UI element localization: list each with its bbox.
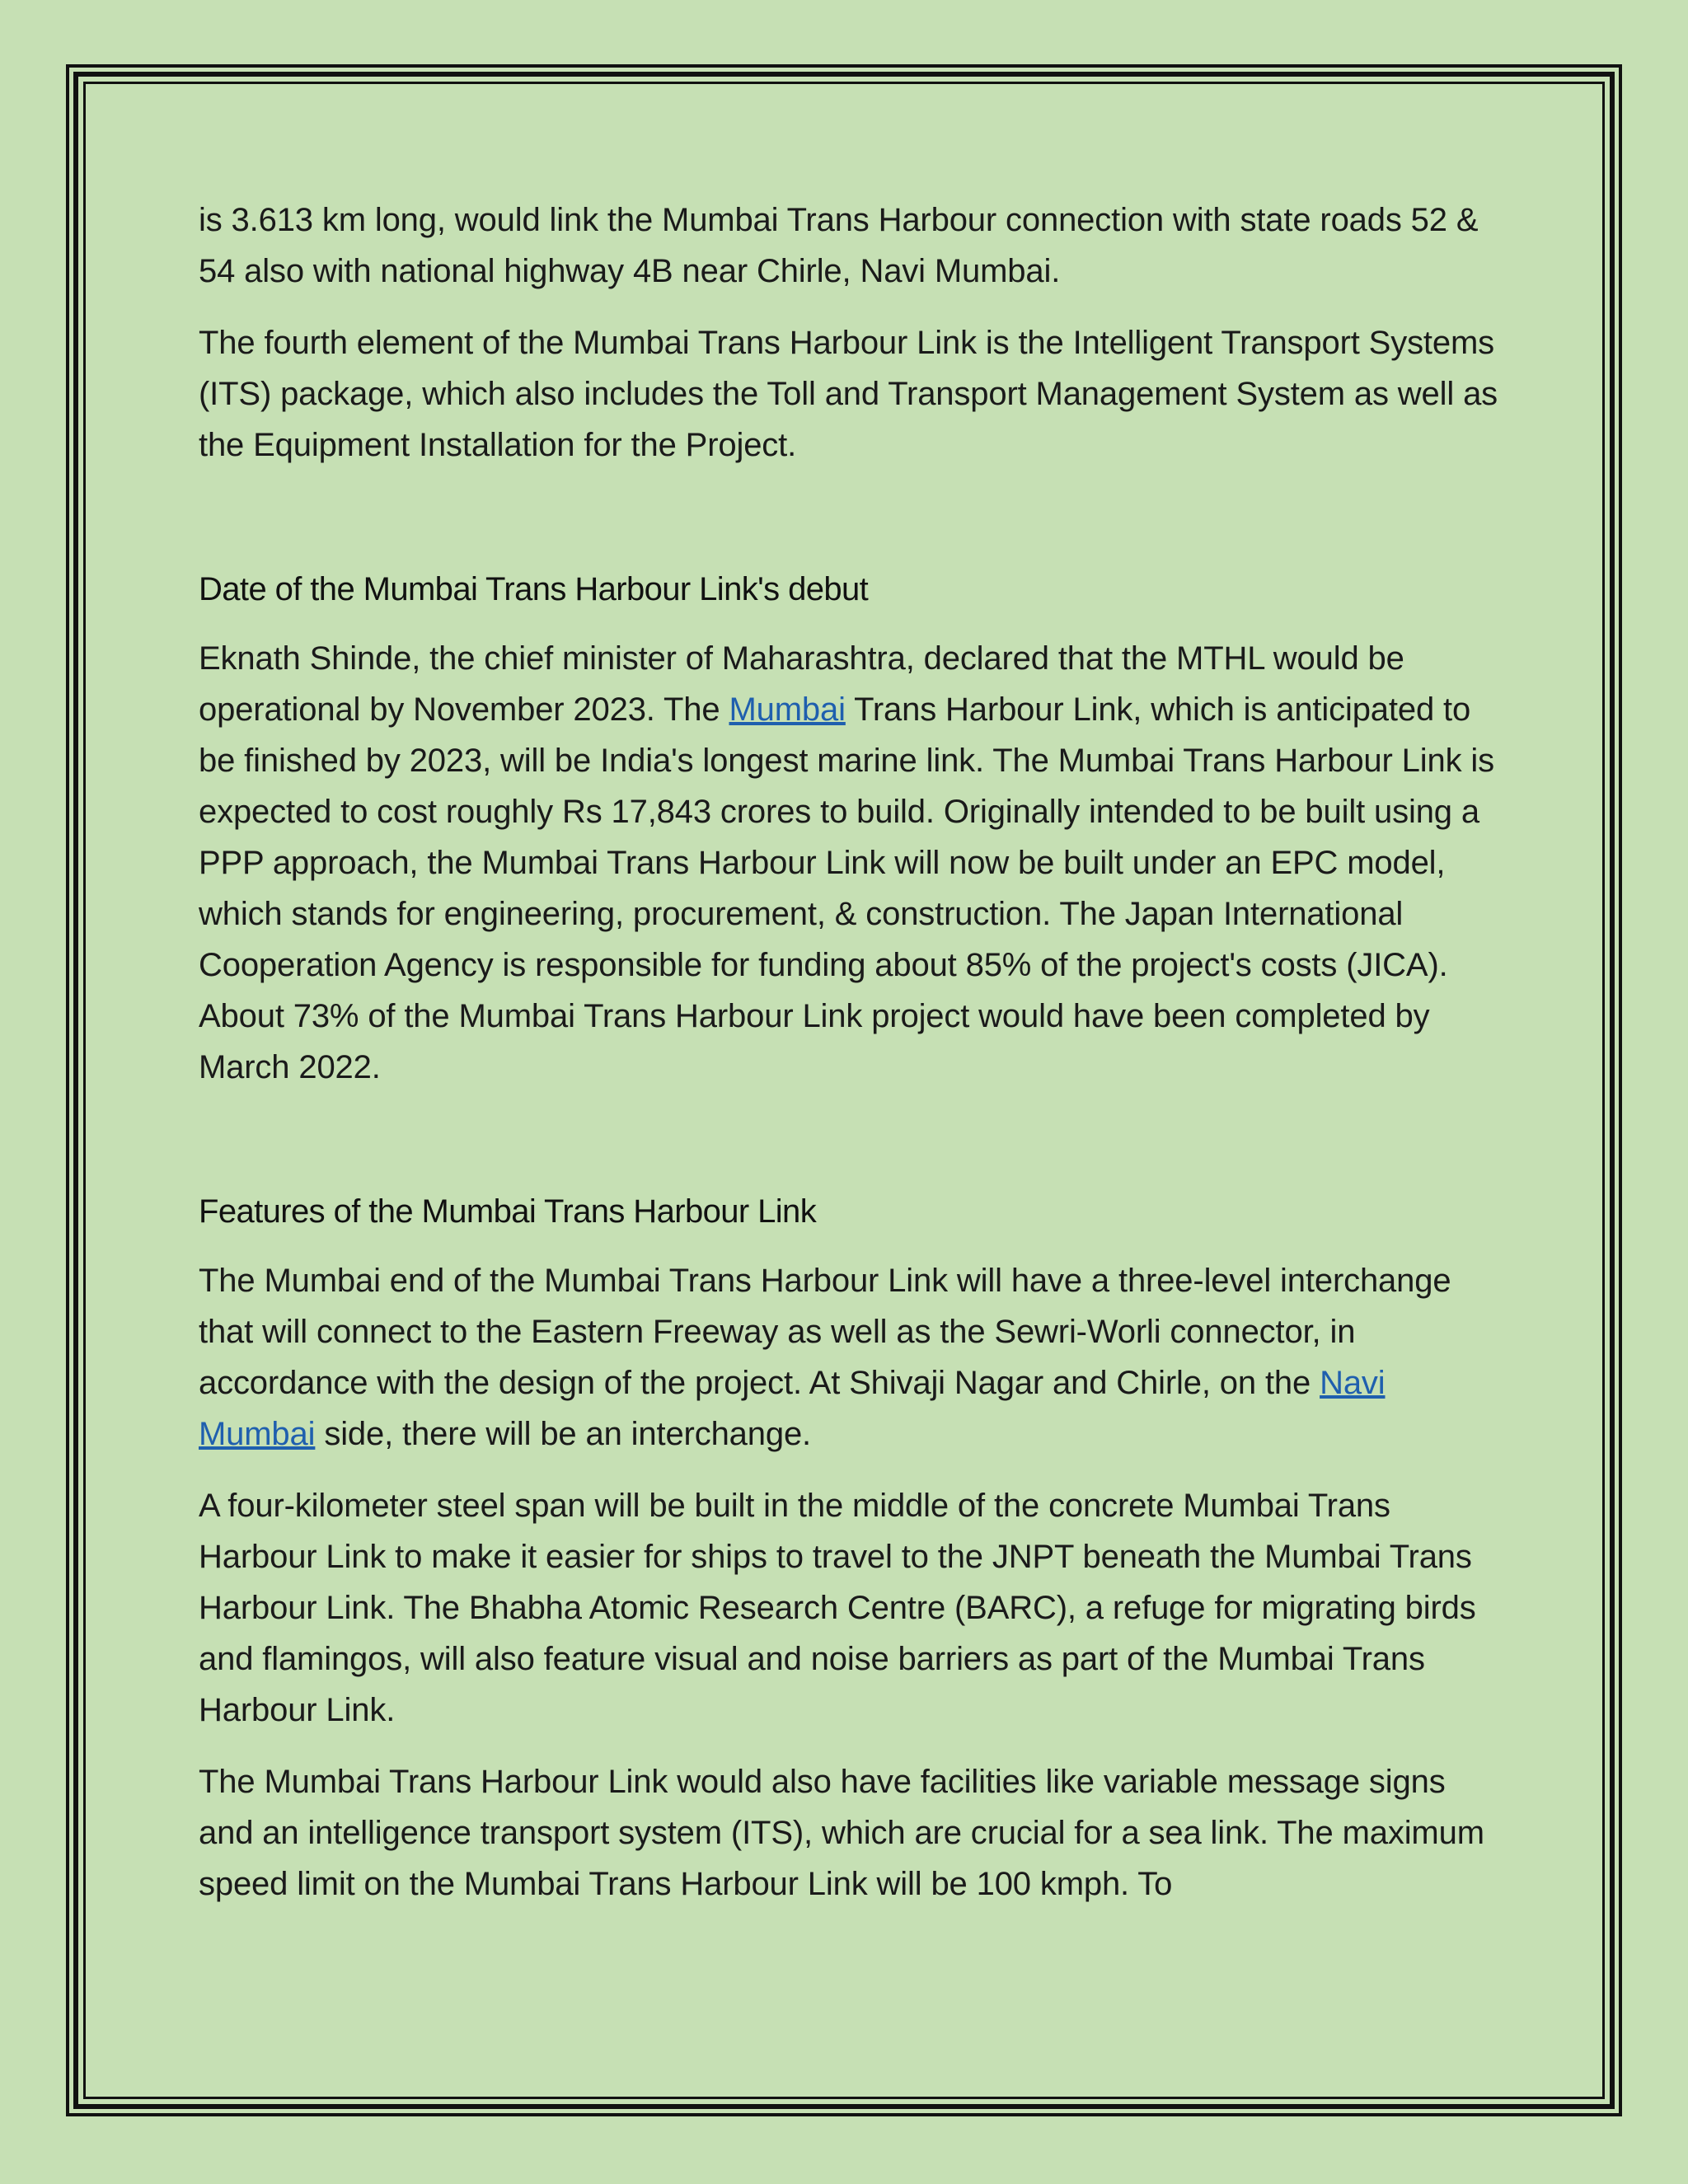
heading-features: Features of the Mumbai Trans Harbour Link xyxy=(199,1193,817,1230)
paragraph-its-speed-limit: The Mumbai Trans Harbour Link would also have facilities like variable message signs and an intelligence transport system (ITS), which are crucial for a sea link. The maximum speed limit on the Mumbai Trans Harbour Link will be 100 kmph. To xyxy=(199,1764,1484,1902)
paragraph-interchange xyxy=(199,1255,1501,1460)
debut-text-after-link: Trans Harbour Link, which is anticipated to be finished by 2023, will be India's longest marine link. The Mumbai Trans Harbour Link is expected to cost roughly Rs 17,843 crores to build. Originally intended to be built using a PPP approach, the Mumbai Trans Harbour Link will now be built under an EPC model, which stands for engineering, procurement, & construction. The Japan International Cooperation Agency is responsible for funding about 85% of the project's costs (JICA). About 73% of the Mumbai Trans Harbour Link project would have been completed by March 2022. xyxy=(199,691,1494,1085)
section-gap xyxy=(199,491,1501,564)
paragraph-road-connection: is 3.613 km long, would link the Mumbai Trans Harbour connection with state roads 52 & 54 also with national highway 4B near Chirle, Navi Mumbai. xyxy=(199,202,1479,289)
interchange-text-before-link: The Mumbai end of the Mumbai Trans Harbour Link will have a three-level interchange that will connect to the Eastern Freeway as well as the Sewri-Worli connector, in accordance with the design of the project. At Shivaji Nagar and Chirle, on the xyxy=(199,1263,1451,1401)
interchange-text-after-link: side, there will be an interchange. xyxy=(315,1416,812,1452)
debut-text-before-link: Eknath Shinde, the chief minister of Maharashtra, declared that the MTHL would be operational by November 2023. The xyxy=(199,640,1404,728)
mumbai-link[interactable]: Mumbai xyxy=(729,691,846,728)
paragraph-its-package: The fourth element of the Mumbai Trans Harbour Link is the Intelligent Transport Systems (ITS) package, which also includes the Toll and Transport Management System as well as the Equipment Installation for the Project. xyxy=(199,325,1498,463)
paragraph-steel-span: A four-kilometer steel span will be built in the middle of the concrete Mumbai Trans Harbour Link to make it easier for ships to travel to the JNPT beneath the Mumbai Trans Harbour Link. The Bhabha Atomic Research Centre (BARC), a refuge for migrating birds and flamingos, will also feature visual and noise barriers as part of the Mumbai Trans Harbour Link. xyxy=(199,1488,1476,1728)
navi-mumbai-link[interactable]: Navi Mumbai xyxy=(199,1365,1386,1452)
heading-debut-date: Date of the Mumbai Trans Harbour Link's debut xyxy=(199,571,869,607)
section-gap xyxy=(199,1113,1501,1186)
document-body xyxy=(199,194,1501,1930)
paragraph-debut-details xyxy=(199,633,1501,1093)
